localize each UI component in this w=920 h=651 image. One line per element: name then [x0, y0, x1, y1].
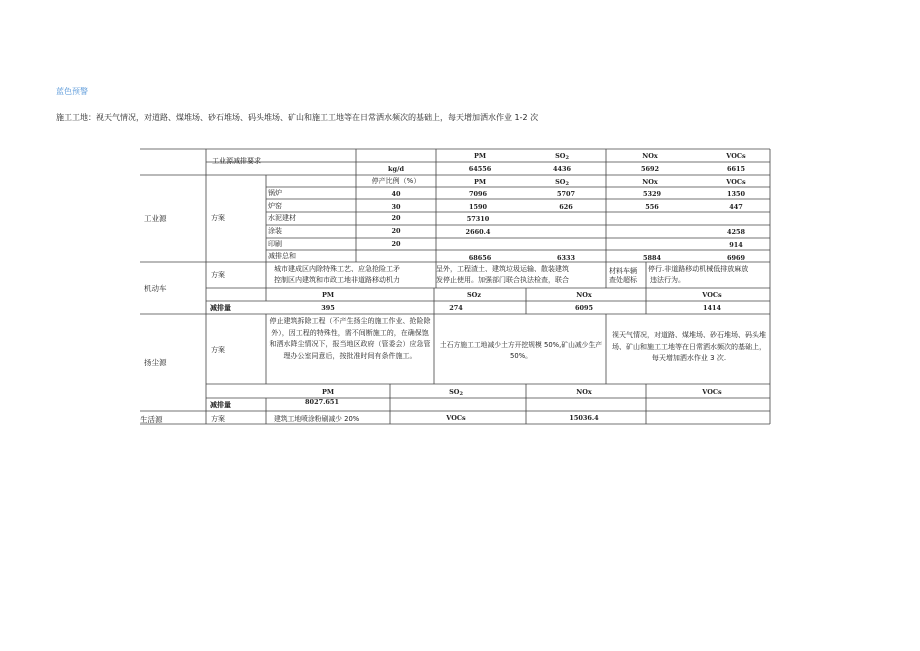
row-pm: 2660.4 — [465, 228, 491, 236]
row-name: 减排总和 — [268, 252, 296, 260]
mobile-col-so2: SOz — [466, 291, 482, 299]
mobile-col-pm: PM — [321, 291, 335, 299]
total-nox: 5884 — [642, 254, 662, 262]
row-vocs: 1350 — [726, 190, 746, 198]
row-name: 水泥建材 — [268, 214, 296, 222]
row-ratio: 20 — [391, 227, 401, 235]
industrial-requirement-label: 工业源减排要求 — [212, 157, 261, 165]
subheader-vocs: VOCs — [726, 178, 746, 186]
mobile-value-pm: 395 — [321, 304, 335, 312]
mobile-mid-text-2: 发停止使用。加强部门联合执法检查，联合 — [436, 276, 569, 284]
mobile-right-text-1: 停行.非道路移动机械低排放麻放 — [648, 265, 749, 273]
row-name: 涂装 — [268, 227, 282, 235]
mobile-reduction-label: 减排量 — [210, 304, 231, 312]
requirement-vocs: 6615 — [726, 165, 746, 173]
ratio-header: 停产比例（%） — [371, 177, 421, 185]
life-value-vocs: 15036.4 — [569, 414, 599, 422]
mobile-value-nox: 6095 — [574, 304, 594, 312]
row-ratio: 20 — [391, 240, 401, 248]
row-nox: 5329 — [642, 190, 662, 198]
life-plan-label: 方案 — [211, 415, 225, 423]
subheader-so2: $SO_2$ — [555, 178, 569, 187]
mobile-col-nox: NOx — [576, 291, 592, 299]
dust-reduction-label: 减排量 — [210, 401, 231, 409]
requirement-pm: 64556 — [468, 165, 492, 173]
subheader-pm: PM — [473, 178, 487, 186]
category-mobile: 机动车 — [144, 284, 167, 293]
row-name: 炉窑 — [268, 202, 282, 210]
dust-col-pm: PM — [321, 388, 335, 396]
mobile-plan-text-1: 城市建成区内除特殊工艺、应急抢险工矛 — [274, 265, 400, 273]
mobile-value-vocs: 1414 — [702, 304, 722, 312]
total-pm: 68656 — [468, 254, 492, 262]
row-pm: 7096 — [468, 190, 488, 198]
col-header-vocs: VOCs — [726, 152, 746, 160]
col-header-pm: PM — [473, 152, 487, 160]
dust-plan-label: 方案 — [211, 346, 225, 354]
category-life: 生活源 — [140, 415, 163, 424]
mobile-fragment-text: 材料车辆 查处超标 — [609, 267, 637, 284]
dust-value-pm: 8027.651 — [305, 398, 339, 406]
row-pm: 1590 — [468, 203, 488, 211]
construction-site-notice: 施工工地：视天气情况，对道路、煤堆场、砂石堆场、码头堆场、矿山和施工工地等在日常洒水频次的基础上，每天增加洒水作业 1-2 次 — [56, 113, 539, 122]
row-ratio: 40 — [391, 190, 401, 198]
row-name: 印刷 — [268, 240, 282, 248]
requirement-so2: 4436 — [552, 165, 572, 173]
dust-right-text: 视天气情况，对道路、煤堆场、砂石堆场、码头堆场、矿山和施工工地等在日常洒水频次的基础上，每天增加洒水作业 3 次. — [612, 331, 766, 362]
mobile-right-text-2: 违法行为。 — [650, 276, 685, 284]
col-header-nox: NOx — [642, 152, 658, 160]
row-vocs: 447 — [729, 203, 743, 211]
row-so2: 5707 — [556, 190, 576, 198]
life-col-vocs: VOCs — [446, 414, 466, 422]
unit-label: kg/d — [388, 165, 404, 173]
row-pm: 57310 — [466, 215, 490, 223]
row-ratio: 20 — [391, 214, 401, 222]
dust-col-so2: $SO_2$ — [449, 388, 463, 397]
total-vocs: 6969 — [726, 254, 746, 262]
life-plan-text: 建筑工地喷涂粉刷减少 20% — [274, 415, 360, 423]
mobile-value-so2: 274 — [449, 304, 463, 312]
row-vocs: 914 — [729, 241, 743, 249]
dust-col-vocs: VOCs — [702, 388, 722, 396]
subheader-nox: NOx — [642, 178, 658, 186]
dust-col-nox: NOx — [576, 388, 592, 396]
row-so2: 626 — [559, 203, 573, 211]
category-dust: 扬尘源 — [144, 358, 167, 367]
row-vocs: 4258 — [726, 228, 746, 236]
dust-mid-text: 土石方施工工地减少土方开挖规模 50%,矿山减少生产 50%。 — [439, 341, 603, 360]
mobile-mid-text-1: 呈外，工程渣土、建筑垃圾运输、散装建筑 — [436, 265, 569, 273]
industrial-plan-label: 方案 — [211, 214, 225, 222]
total-so2: 6333 — [556, 254, 576, 262]
requirement-nox: 5692 — [640, 165, 660, 173]
mobile-plan-text-2: 控制区内建筑和市政工地非道路移动机力 — [274, 276, 400, 284]
col-header-so2: $SO_2$ — [555, 152, 569, 161]
row-name: 锅炉 — [268, 189, 282, 197]
warning-level-heading: 蓝色预警 — [56, 87, 88, 96]
mobile-col-vocs: VOCs — [702, 291, 722, 299]
row-nox: 556 — [645, 203, 659, 211]
row-ratio: 30 — [391, 203, 401, 211]
category-industrial: 工业源 — [144, 214, 167, 223]
mobile-plan-label: 方案 — [211, 271, 225, 279]
dust-plan-text: 停止建筑拆除工程（不产生扬尘的施工作业、抢险除外），因工程的特殊性，需不间断施工的，在确保饱和洒水降尘情况下，报当地区政府（管委会）应急管理办公室同意后，按批准时间有条件施工。 — [269, 317, 431, 360]
